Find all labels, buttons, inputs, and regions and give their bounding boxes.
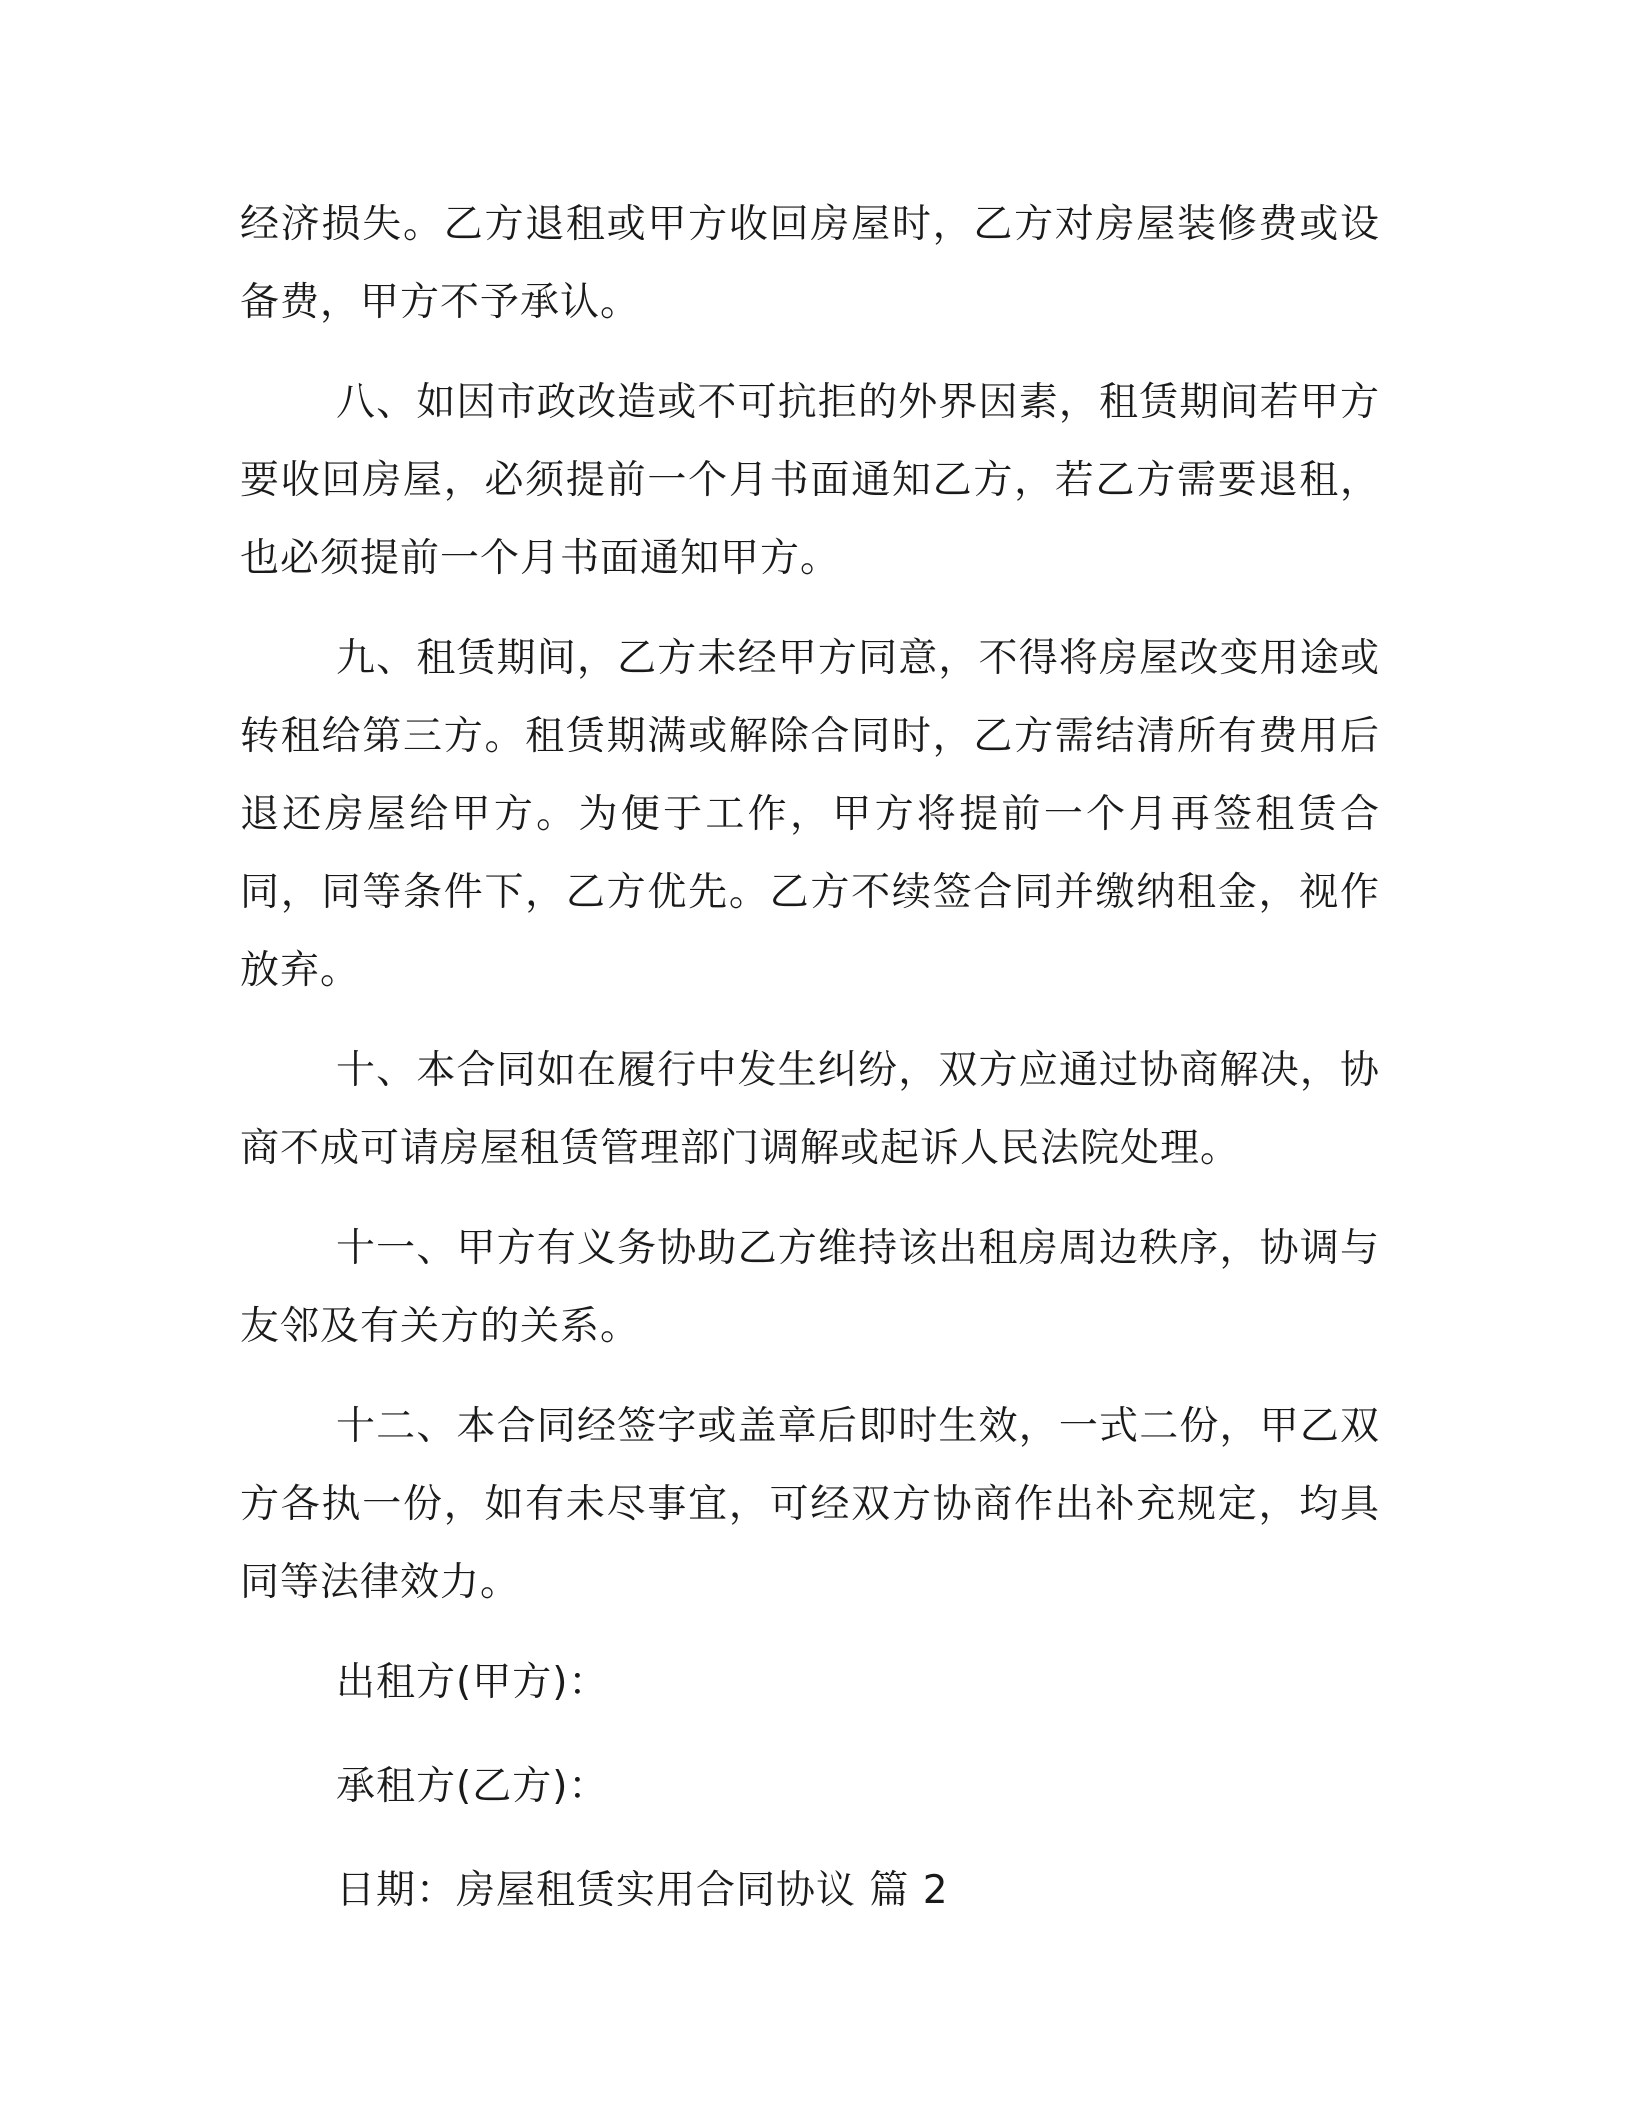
clause-9: 九、租赁期间，乙方未经甲方同意，不得将房屋改变用途或转租给第三方。租赁期满或解除合同时，乙方需结清所有费用后退还房屋给甲方。为便于工作，甲方将提前一个月再签租赁合同，同等条件下，乙方优先。乙方不续签合同并缴纳租金，视作放弃。 [240, 636, 1380, 993]
document-page [240, 186, 1380, 1930]
paragraph-continuation: 经济损失。乙方退租或甲方收回房屋时，乙方对房屋装修费或设备费，甲方不予承认。 [240, 202, 1380, 325]
clause-12: 十二、本合同经签字或盖章后即时生效，一式二份，甲乙双方各执一份，如有未尽事宜，可经双方协商作出补充规定，均具同等法律效力。 [240, 1404, 1380, 1605]
clause-11: 十一、甲方有义务协助乙方维持该出租房周边秩序，协调与友邻及有关方的关系。 [240, 1226, 1380, 1349]
clause-10: 十、本合同如在履行中发生纠纷，双方应通过协商解决，协商不成可请房屋租赁管理部门调解或起诉人民法院处理。 [240, 1048, 1380, 1171]
lessor-signature-line: 出租方(甲方)： [336, 1660, 609, 1705]
date-line: 日期：房屋租赁实用合同协议 篇 2 [336, 1868, 949, 1913]
clause-8: 八、如因市政改造或不可抗拒的外界因素，租赁期间若甲方要收回房屋，必须提前一个月书面通知乙方，若乙方需要退租，也必须提前一个月书面通知甲方。 [240, 380, 1380, 581]
lessee-signature-line: 承租方(乙方)： [336, 1764, 609, 1809]
